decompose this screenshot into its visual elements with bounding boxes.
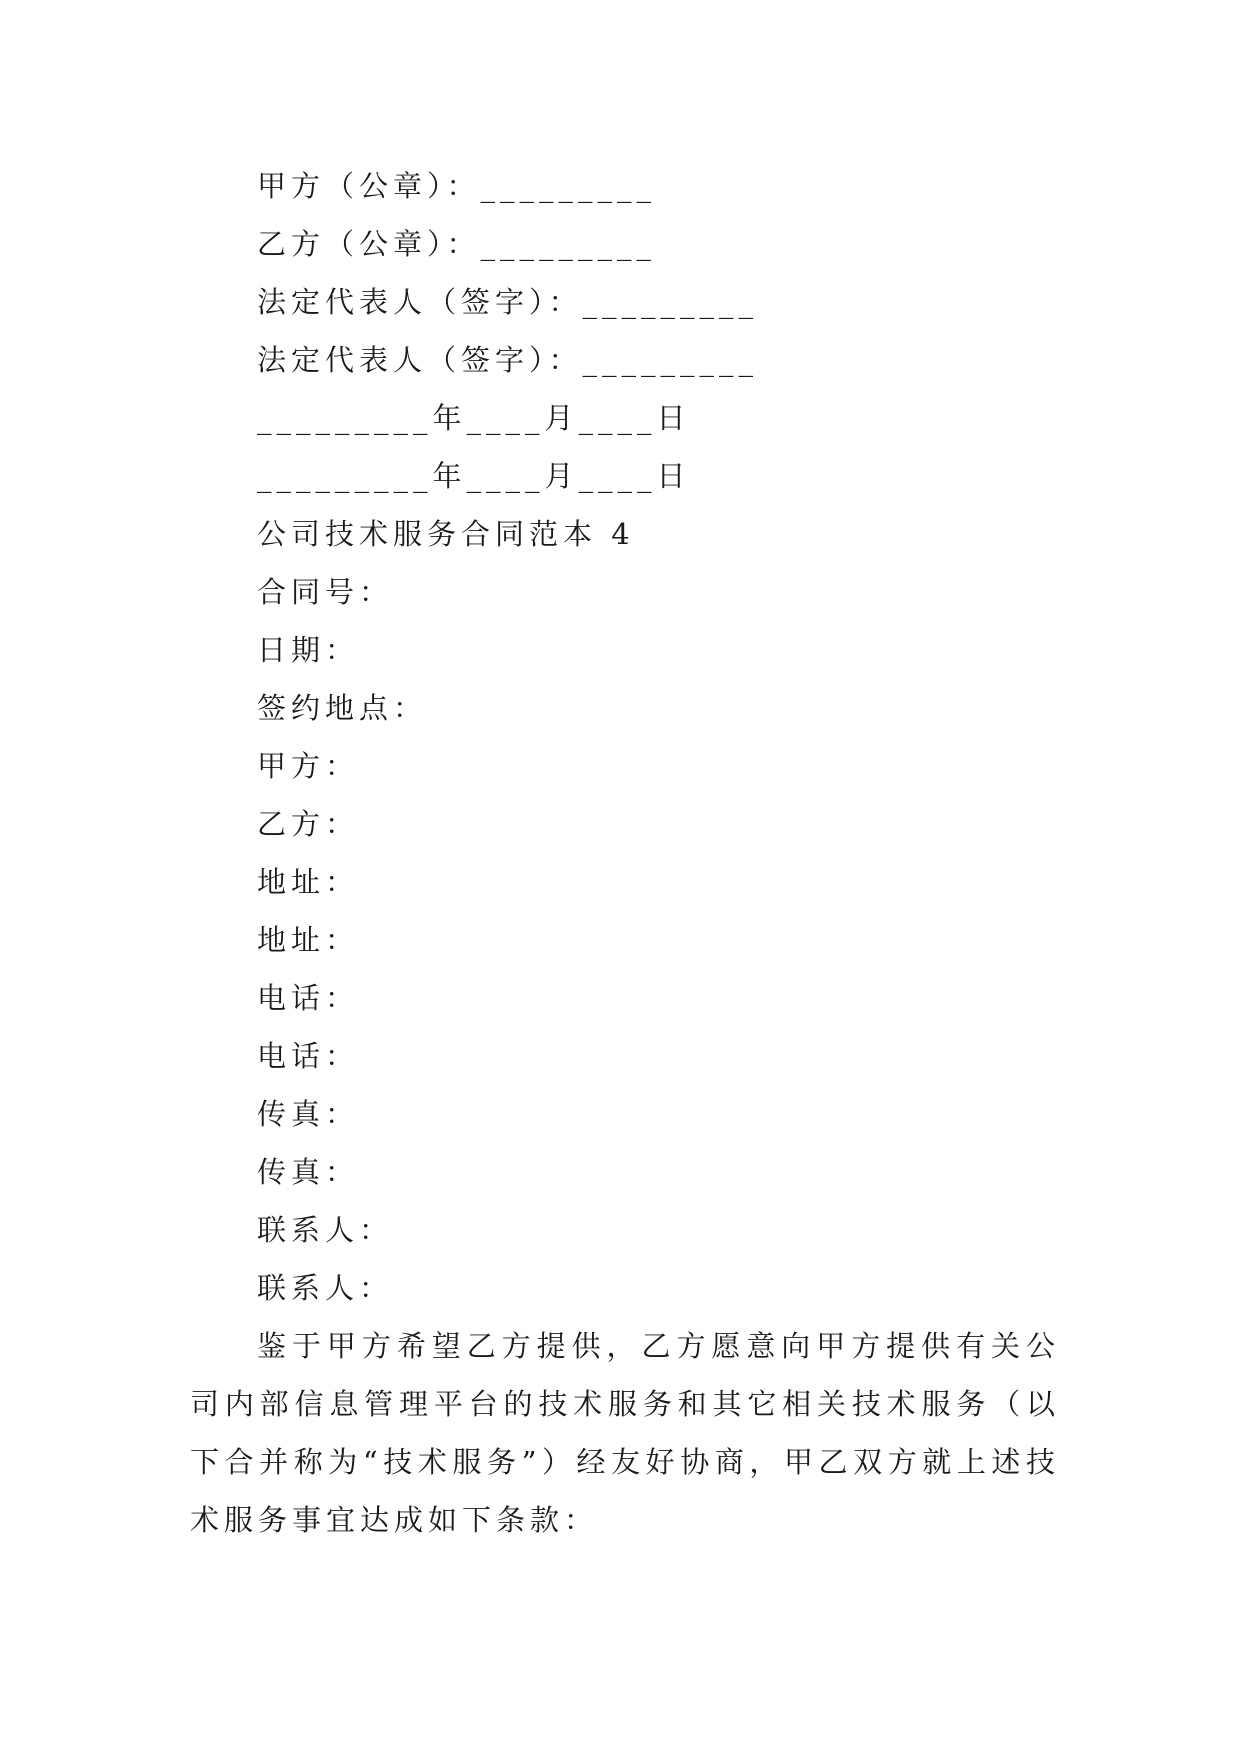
legal-rep-a-line: 法定代表人（签字）：_________ bbox=[257, 285, 759, 319]
contract-title: 公司技术服务合同范本 4 bbox=[257, 517, 635, 551]
field-signing-place: 签约地点： bbox=[257, 691, 428, 725]
field-contract-number: 合同号： bbox=[257, 575, 394, 609]
field-phone-b: 电话： bbox=[257, 1039, 360, 1073]
field-phone-a: 电话： bbox=[257, 981, 360, 1015]
legal-rep-b-line: 法定代表人（签字）：_________ bbox=[257, 343, 759, 377]
preamble-paragraph: 鉴于甲方希望乙方提供，乙方愿意向甲方提供有关公司内部信息管理平台的技术服务和其它相关技术服务（以下合并称为“技术服务”）经友好协商，甲乙双方就上述技术服务事宜达成如下条款： bbox=[190, 1329, 1060, 1537]
field-contact-a: 联系人： bbox=[257, 1213, 394, 1247]
field-address-a: 地址： bbox=[257, 865, 360, 899]
field-party-b: 乙方： bbox=[257, 807, 360, 841]
party-b-seal-line: 乙方（公章）：_________ bbox=[257, 227, 657, 261]
field-address-b: 地址： bbox=[257, 923, 360, 957]
field-party-a: 甲方： bbox=[257, 749, 360, 783]
field-fax-b: 传真： bbox=[257, 1155, 360, 1189]
field-fax-a: 传真： bbox=[257, 1097, 360, 1131]
field-date: 日期： bbox=[257, 633, 360, 667]
date-a-line: _________年____月____日 bbox=[257, 401, 691, 435]
date-b-line: _________年____月____日 bbox=[257, 459, 691, 493]
field-contact-b: 联系人： bbox=[257, 1271, 394, 1305]
party-a-seal-line: 甲方（公章）：_________ bbox=[257, 169, 657, 203]
